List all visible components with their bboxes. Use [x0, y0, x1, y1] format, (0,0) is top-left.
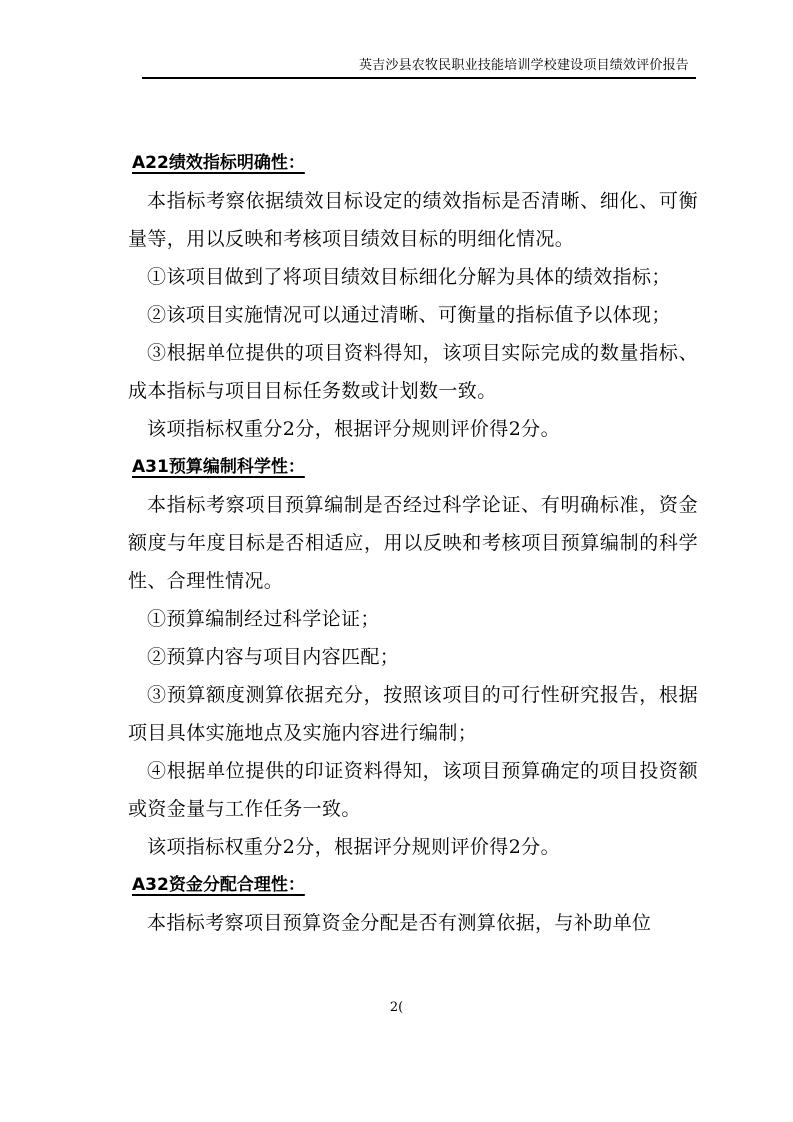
section-a22: [128, 144, 698, 448]
paragraph: ③根据单位提供的项目资料得知，该项目实际完成的数量指标、成本指标与项目目标任务数或计划数一致。: [128, 342, 698, 402]
paragraph: ②预算内容与项目内容匹配；: [147, 646, 400, 668]
section-title: A31预算编制科学性：: [132, 457, 305, 477]
document-body: [128, 144, 698, 942]
section-title: A32资金分配合理性：: [132, 875, 305, 895]
paragraph: 该项指标权重分2分，根据评分规则评价得2分。: [147, 836, 560, 858]
section-title: A22绩效指标明确性：: [132, 153, 305, 173]
paragraph: ②该项目实施情况可以通过清晰、可衡量的指标值予以体现；: [147, 304, 671, 326]
header-title: 英吉沙县农牧民职业技能培训学校建设项目绩效评价报告: [358, 58, 689, 73]
paragraph: 该项指标权重分2分，根据评分规则评价得2分。: [147, 418, 560, 440]
section-a31: [128, 448, 698, 866]
paragraph: ①预算编制经过科学论证；: [147, 608, 380, 630]
paragraph: ①该项目做到了将项目绩效目标细化分解为具体的绩效指标；: [147, 266, 671, 288]
section-a32: [128, 866, 698, 942]
paragraph: ③预算额度测算依据充分，按照该项目的可行性研究报告，根据项目具体实施地点及实施内容进行编制；: [128, 684, 698, 744]
paragraph: 本指标考察依据绩效目标设定的绩效指标是否清晰、细化、可衡量等，用以反映和考核项目绩效目标的明细化情况。: [128, 190, 698, 250]
paragraph: 本指标考察项目预算编制是否经过科学论证、有明确标准，资金额度与年度目标是否相适应，用以反映和考核项目预算编制的科学性、合理性情况。: [128, 494, 698, 592]
paragraph: ④根据单位提供的印证资料得知，该项目预算确定的项目投资额或资金量与工作任务一致。: [128, 760, 698, 820]
header-rule: [142, 77, 696, 79]
page-number: 2(: [389, 1000, 404, 1015]
paragraph: 本指标考察项目预算资金分配是否有测算依据，与补助单位: [147, 912, 652, 934]
